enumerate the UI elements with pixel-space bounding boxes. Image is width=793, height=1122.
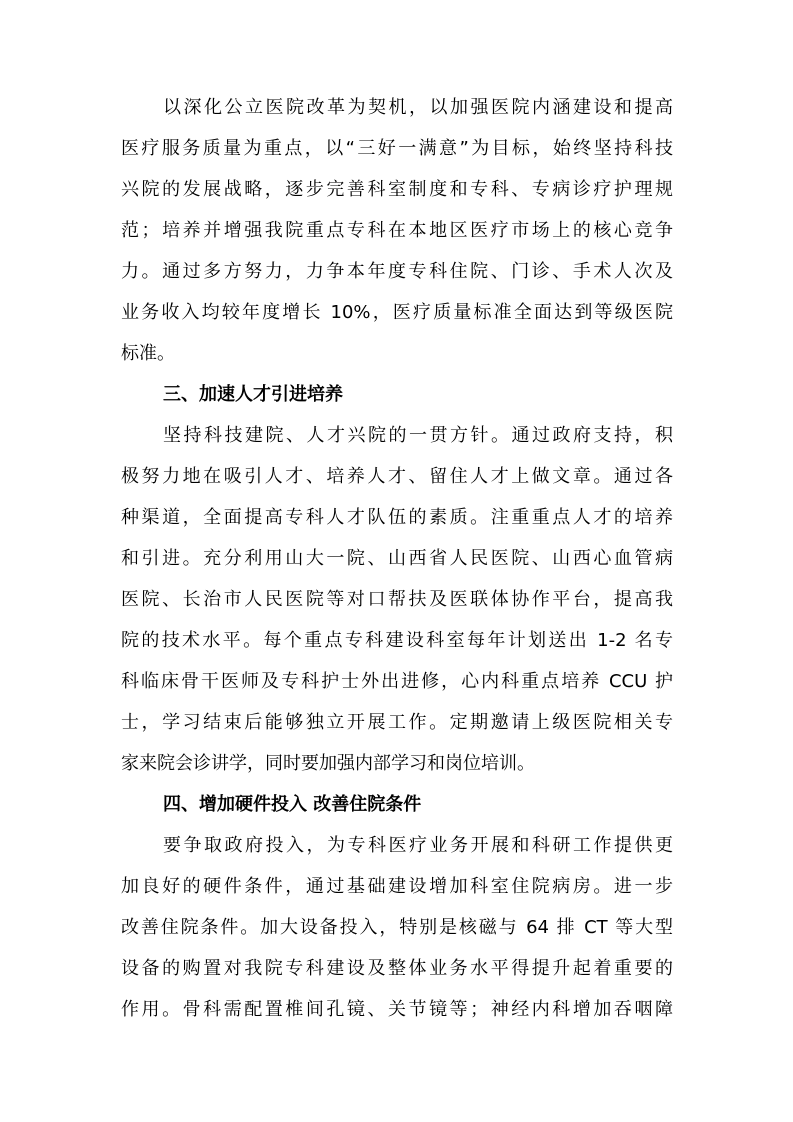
paragraph-line: 家来院会诊讲学，同时要加强内部学习和岗位培训。	[121, 753, 535, 774]
paragraph-line: 加良好的硬件条件，通过基础建设增加科室住院病房。进一步	[121, 876, 673, 897]
paragraph-line: 标准。	[121, 343, 175, 364]
paragraph-line: 要争取政府投入，为专科医疗业务开展和科研工作提供更	[163, 835, 673, 856]
paragraph-line: 极努力地在吸引人才、培养人才、留住人才上做文章。通过各	[121, 466, 673, 487]
paragraph-line: 力。通过多方努力，力争本年度专科住院、门诊、手术人次及	[121, 261, 673, 282]
paragraph-line: 科临床骨干医师及专科护士外出进修，心内科重点培养 CCU 护	[121, 671, 673, 692]
paragraph-line: 院的技术水平。每个重点专科建设科室每年计划送出 1-2 名专	[121, 630, 673, 651]
paragraph-line: 医疗服务质量为重点，以“三好一满意”为目标，始终坚持科技	[121, 138, 673, 159]
paragraph-line: 坚持科技建院、人才兴院的一贯方针。通过政府支持，积	[163, 425, 673, 446]
paragraph-line: 种渠道，全面提高专科人才队伍的素质。注重重点人才的培养	[121, 507, 673, 528]
paragraph-line: 设备的购置对我院专科建设及整体业务水平得提升起着重要的	[121, 958, 673, 979]
paragraph-line: 医院、长治市人民医院等对口帮扶及医联体协作平台，提高我	[121, 589, 673, 610]
paragraph-line: 改善住院条件。加大设备投入，特别是核磁与 64 排 CT 等大型	[121, 917, 673, 938]
paragraph-line: 作用。骨科需配置椎间孔镜、关节镜等；神经内科增加吞咽障	[121, 999, 673, 1020]
paragraph-line: 以深化公立医院改革为契机，以加强医院内涵建设和提高	[163, 97, 673, 118]
paragraph-line: 和引进。充分利用山大一院、山西省人民医院、山西心血管病	[121, 548, 673, 569]
paragraph-line: 士，学习结束后能够独立开展工作。定期邀请上级医院相关专	[121, 712, 673, 733]
paragraph-line: 兴院的发展战略，逐步完善科室制度和专科、专病诊疗护理规	[121, 179, 673, 200]
section-heading: 四、增加硬件投入 改善住院条件	[163, 794, 422, 815]
paragraph-line: 业务收入均较年度增长 10%，医疗质量标准全面达到等级医院	[121, 302, 673, 323]
paragraph-line: 范；培养并增强我院重点专科在本地区医疗市场上的核心竞争	[121, 220, 673, 241]
section-heading: 三、加速人才引进培养	[163, 384, 343, 405]
